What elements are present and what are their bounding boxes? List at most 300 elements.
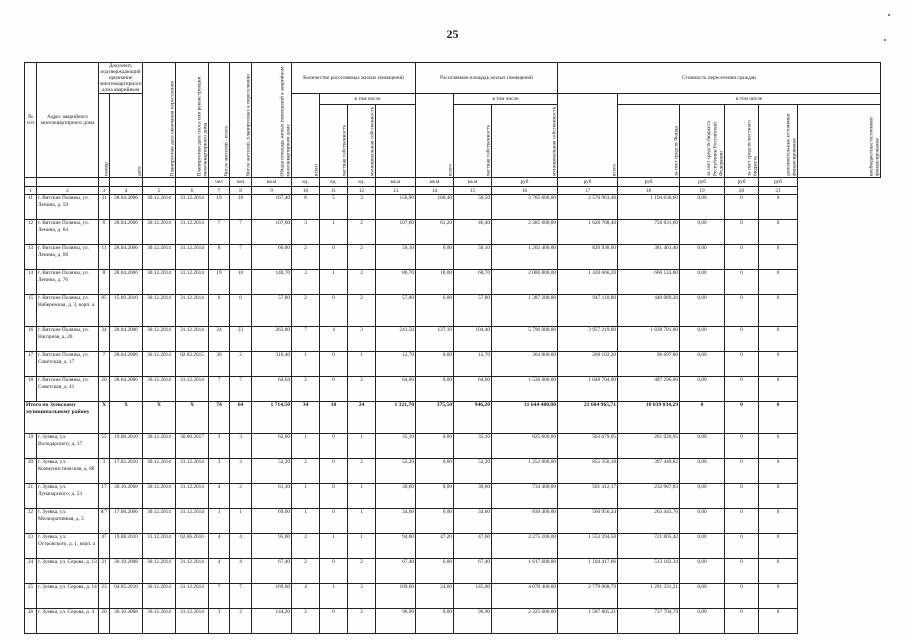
cell-cost: 5 796 000,00 [492,327,558,352]
total-docn: X [99,402,110,434]
cell-cnt: 1 [292,434,320,459]
table-row [25,609,881,634]
cell-e2: 0 [759,377,798,402]
cell-cp: 0 [320,377,348,402]
table-row [25,484,881,509]
cell-docd: 30.10.2008 [110,559,143,584]
cell-demo: 30.06.2017 [176,434,209,459]
cell-demo: 31.12.2014 [176,609,209,634]
cell-area: 169,60 [252,584,292,609]
cell-plan: 30.12.2014 [143,609,176,634]
cell-e1: 0 [725,295,759,327]
cell-e1: 0 [725,434,759,459]
cell-sa: 169,60 [376,584,416,609]
cell-reg: 232 987,83 [618,484,680,509]
cell-e1: 0 [725,584,759,609]
cell-rt: 1 [209,509,230,534]
cell-fund: 1 587 805,21 [558,609,618,634]
column-index-cell: 4 [110,187,143,195]
cell-n: 15 [25,295,37,327]
cell-e2: 0 [759,270,798,295]
cell-fund: 208 102,20 [558,352,618,377]
cell-cm: 3 [348,195,376,220]
cell-loc: 0,00 [680,584,725,609]
cell-docd: 28.04.2006 [110,270,143,295]
cell-docd: 19.08.2010 [110,534,143,559]
total-rp: 64 [230,402,252,434]
cell-fund: 3 957 219,00 [558,327,618,352]
cell-rp: 4 [230,559,252,584]
cell-addr: г. Зуевка, ул. Островского, д. 1, корп. а [37,534,99,559]
cell-docn: 21 [99,559,110,584]
header-document: Документ, подтверждающий признание многоквартирного дома аварийным [100,63,142,94]
column-index-cell: 1 [25,187,37,195]
cell-cm: 2 [348,245,376,270]
cell-e2: 0 [759,295,798,327]
cell-n: 14 [25,270,37,295]
cell-sm: 30,60 [454,484,492,509]
cell-sp: 0,00 [416,559,454,584]
cell-demo: 31.12.2014 [176,459,209,484]
cell-e2: 0 [759,245,798,270]
cell-addr: г. Зуевка, ул. Мелиоративная, д. 5 [37,509,99,534]
cell-e1: 0 [725,327,759,352]
cell-loc: 0,00 [680,270,725,295]
cell-cost: 1 617 600,00 [492,559,558,584]
unit-cell: кв.м [416,178,454,187]
cell-reg: 660 133,80 [618,270,680,295]
cell-fund: 1 104 417,66 [558,559,618,584]
cell-cp: 0 [320,295,348,327]
cell-rt: 19 [209,195,230,220]
cell-cm: 1 [348,434,376,459]
header-count-private: частная собственность [320,105,348,178]
cell-e2: 0 [759,609,798,634]
cell-sp: 0,00 [416,459,454,484]
cell-cp: 4 [320,327,348,352]
cell-e2: 0 [759,509,798,534]
cell-sm: 57,80 [454,295,492,327]
unit-cell: ед. [348,178,376,187]
cell-loc: 0,00 [680,434,725,459]
cell-loc: 0,00 [680,484,725,509]
column-index-cell: 18 [618,187,680,195]
cell-area: 62,60 [252,434,292,459]
cell-e2: 0 [759,195,798,220]
cell-rt: 4 [209,534,230,559]
cell-addr: г. Вятские Поляны, ул. Ленина, д. 68 [37,245,99,270]
cell-sp: 0,00 [416,295,454,327]
column-index-cell: 21 [759,187,798,195]
cell-area: 167,40 [252,195,292,220]
cell-sm: 34,60 [454,509,492,534]
table-row [25,245,881,270]
cell-cm: 2 [348,377,376,402]
cell-sa: 50,10 [376,245,416,270]
cell-sp: 0,00 [416,245,454,270]
column-index-cell: 15 [454,187,492,195]
table-row [25,534,881,559]
table-row [25,220,881,245]
cell-docd: 28.04.2006 [110,352,143,377]
cell-rp: 2 [230,352,252,377]
cell-e1: 0 [725,195,759,220]
cell-sm: 145,00 [454,584,492,609]
cell-plan: 30.12.2014 [143,434,176,459]
cell-cp: 0 [320,352,348,377]
cell-sa: 30,60 [376,484,416,509]
cell-cost: 4 070 400,00 [492,584,558,609]
cell-cp: 0 [320,484,348,509]
cell-docd: 28.04.2006 [110,377,143,402]
resettlement-table [24,62,881,634]
total-loc: 0 [680,402,725,434]
cell-demo: 31.12.2014 [176,509,209,534]
cell-e1: 0 [725,352,759,377]
cell-cp: 5 [320,195,348,220]
cell-rp: 23 [230,327,252,352]
cell-demo: 31.12.2014 [176,295,209,327]
cell-sp: 0,00 [416,609,454,634]
cell-plan: 30.12.2014 [143,327,176,352]
cell-cp: 0 [320,434,348,459]
header-cost: Стоимость переселения граждан [558,63,881,94]
header-cost-regional: за счет средств бюджета Республики Российской Федерации [680,105,725,178]
cell-e1: 0 [725,459,759,484]
cell-cm: 2 [348,559,376,584]
cell-docn: 20 [99,377,110,402]
cell-reg: 756 831,60 [618,220,680,245]
header-doc-number: номер [99,94,110,178]
cell-sm: 46,40 [454,220,492,245]
cell-addr: г. Вятские Поляны, ул. Нагорная, д. 20 [37,327,99,352]
cell-addr: г. Вятские Поляны, ул. Советская, д. 41 [37,377,99,402]
cell-e1: 0 [725,509,759,534]
cell-e2: 0 [759,559,798,584]
cell-sa: 64,00 [376,377,416,402]
cell-loc: 0,00 [680,245,725,270]
units-row [25,178,881,187]
cell-plan: 30.12.2014 [143,220,176,245]
column-index-cell: 17 [558,187,618,195]
cell-rt: 7 [209,377,230,402]
cell-cnt: 2 [292,534,320,559]
cell-n: 16 [25,327,37,352]
cell-cp: 0 [320,245,348,270]
cell-e2: 0 [759,584,798,609]
cell-loc: 0,00 [680,509,725,534]
table-row [25,295,881,327]
cell-e1: 0 [725,377,759,402]
cell-reg: 261 920,95 [618,434,680,459]
cell-rp: 7 [230,245,252,270]
cell-rt: 30 [209,352,230,377]
cell-rp: 4 [230,534,252,559]
unit-cell: руб [759,178,798,187]
cell-cnt: 2 [292,377,320,402]
cell-docd: 28.04.2006 [110,220,143,245]
cell-e1: 0 [725,534,759,559]
cell-addr: г. Вятские Поляны, ул. Советская, д. 17 [37,352,99,377]
cell-demo: 31.12.2014 [176,245,209,270]
table-row [25,509,881,534]
header-count-blank [376,105,416,178]
cell-cm: 2 [348,220,376,245]
cell-sp: 0,00 [416,434,454,459]
total-cost: 31 644 400,00 [492,402,558,434]
unit-cell: руб [680,178,725,187]
cell-addr: г. Зуевка, ул. Серова, д. 4 [37,609,99,634]
cell-sa: 12,70 [376,352,416,377]
table-row [25,459,881,484]
total-rt: 74 [209,402,230,434]
cell-addr: г. Зуевка, ул. Серова, д. 14 [37,584,99,609]
cell-cp: 0 [320,609,348,634]
cell-sa: 35,10 [376,434,416,459]
cell-sm: 12,70 [454,352,492,377]
header-area-municipal: муниципальная собственность [492,105,558,178]
cell-plan: 30.12.2014 [143,352,176,377]
table-row [25,352,881,377]
header-address: Адрес аварийного многоквартирного дома [37,63,99,178]
cell-cost: 2 080 800,00 [492,270,558,295]
cell-docd: 30.10.2008 [110,609,143,634]
cell-docn: 3 [99,459,110,484]
unit-cell: кв.м [454,178,492,187]
total-row [25,402,881,434]
cell-sp: 61,20 [416,220,454,245]
cell-addr: г. Вятские Поляны, ул. Набережная, д. 3, корп. а [37,295,99,327]
cell-e2: 0 [759,327,798,352]
column-index-cell: 14 [416,187,454,195]
total-cp: 10 [320,402,348,434]
cell-n: 20 [25,459,37,484]
cell-reg: 737 794,79 [618,609,680,634]
total-fund: 21 604 965,71 [558,402,618,434]
total-e2: 0 [759,402,798,434]
unit-cell: кв.м [376,178,416,187]
cell-cost: 1 387 200,00 [492,295,558,327]
total-reg: 10 039 034,29 [618,402,680,434]
cell-area: 66,00 [252,245,292,270]
cell-sm: 50,10 [454,245,492,270]
cell-fund: 501 412,17 [558,484,618,509]
cell-rt: 24 [209,327,230,352]
cell-e2: 0 [759,459,798,484]
cell-addr: г. Зуевка, ул. Володарского, д. 37 [37,434,99,459]
cell-loc: 0,00 [680,609,725,634]
cell-demo: 31.12.2014 [176,484,209,509]
cell-rt: 4 [209,559,230,584]
cell-plan: 31.12.2014 [143,534,176,559]
cell-cnt: 4 [292,584,320,609]
cell-n: 12 [25,220,37,245]
cell-sp: 24,60 [416,584,454,609]
cell-sa: 52,20 [376,459,416,484]
cell-reg: 381 461,40 [618,245,680,270]
cell-area: 95,80 [252,534,292,559]
cell-rp: 3 [230,459,252,484]
total-sp: 375,50 [416,402,454,434]
cell-fund: 2 570 963,40 [558,195,618,220]
cell-cost: 2 385 600,00 [492,220,558,245]
table-row [25,584,881,609]
cell-cost: 2 325 600,00 [492,609,558,634]
cell-plan: 30.12.2014 [143,295,176,327]
cell-sm: 104,40 [454,327,492,352]
cell-cnt: 2 [292,459,320,484]
cell-loc: 0,00 [680,377,725,402]
total-cnt: 34 [292,402,320,434]
column-index-cell: 2 [37,187,99,195]
cell-docd: 17.08.2006 [110,509,143,534]
cell-fund: 1 420 666,20 [558,270,618,295]
cell-sp: 18,00 [416,270,454,295]
cell-e1: 0 [725,484,759,509]
cell-loc: 0,00 [680,295,725,327]
cell-rp: 6 [230,295,252,327]
total-sm: 946,20 [454,402,492,434]
cell-fund: 1 048 704,00 [558,377,618,402]
cell-cm: 1 [348,534,376,559]
cell-fund: 1 628 768,40 [558,220,618,245]
total-label: Итого по Зуевскому муниципальному району [25,402,99,434]
cell-sa: 94,80 [376,534,416,559]
cell-docn: 6 [99,220,110,245]
table-row [25,434,881,459]
table-body [25,195,881,634]
cell-sa: 57,80 [376,295,416,327]
cell-addr: г. Зуевка, ул. Луначарского, д. 53 [37,484,99,509]
cell-cm: 3 [348,584,376,609]
total-plan: X [143,402,176,434]
cell-cnt: 1 [292,484,320,509]
cell-cost: 1 252 800,00 [492,459,558,484]
cell-cost: 1 536 000,00 [492,377,558,402]
cell-reg: 1 838 781,00 [618,327,680,352]
cell-rp: 7 [230,377,252,402]
cell-loc: 0,00 [680,220,725,245]
cell-n: 11 [25,195,37,220]
cell-e2: 0 [759,534,798,559]
cell-addr: г. Зуевка, ул. Серова, д. 13 [37,559,99,584]
header-rooms-area: Расселяемая площадь жилых помещений [416,63,558,94]
table-row [25,559,881,584]
cell-reg: 1 194 636,60 [618,195,680,220]
header-cost-fund: за счет средств Фонда [618,105,680,178]
cell-plan: 30.12.2014 [143,195,176,220]
cell-plan: 30.12.2014 [143,584,176,609]
cell-cnt: 2 [292,559,320,584]
cell-area: 57,80 [252,295,292,327]
cell-fund: 2 779 068,79 [558,584,618,609]
header-area-private: частная собственность [454,105,492,178]
cell-area: 144,20 [252,609,292,634]
cell-docd: 28.04.2006 [110,245,143,270]
cell-demo: 02.06.2016 [176,534,209,559]
cell-sa: 67,40 [376,559,416,584]
header-cost-local: за счет средств местного бюджета [725,105,759,178]
cell-sm: 68,70 [454,270,492,295]
cell-cnt: 1 [292,509,320,534]
cell-docd: 17.02.2010 [110,459,143,484]
cell-n: 21 [25,484,37,509]
scan-speck [884,39,886,41]
total-e1: 0 [725,402,759,434]
cell-area: 67,40 [252,559,292,584]
column-index-cell: 16 [492,187,558,195]
cell-plan: 30.12.2014 [143,377,176,402]
table-row [25,377,881,402]
cell-sa: 241,50 [376,327,416,352]
cell-area: 61,30 [252,484,292,509]
cell-cm: 2 [348,459,376,484]
cell-e2: 0 [759,484,798,509]
cell-docn: 55 [99,434,110,459]
column-index-cell: 10 [292,187,320,195]
cell-cnt: 2 [292,609,320,634]
header-area-including: в том числе [454,94,558,105]
cell-n: 24 [25,559,37,584]
column-index-cell: 7 [209,187,230,195]
unit-cell: руб [492,178,558,187]
cell-cnt: 1 [292,352,320,377]
cell-rt: 8 [209,245,230,270]
unit-cell: чел [230,178,252,187]
cell-n: 23 [25,534,37,559]
column-index-cell: 12 [348,187,376,195]
cell-plan: 30.12.2014 [143,484,176,509]
cell-cp: 1 [320,584,348,609]
unit-cell: чел [209,178,230,187]
header-planned-demolition: Планируемая дата сноса или реконструкции многоквартирного дома [176,63,209,178]
cell-sm: 64,00 [454,377,492,402]
cell-cm: 1 [348,352,376,377]
cell-e1: 0 [725,559,759,584]
scan-speck [888,14,890,16]
cell-e2: 0 [759,352,798,377]
cell-sp: 47,20 [416,534,454,559]
cell-rt: 19 [209,270,230,295]
cell-docd: 04.05.2010 [110,584,143,609]
page-number: 25 [446,27,459,41]
cell-sm: 52,20 [454,459,492,484]
cell-addr: г. Зуевка, ул. Коммунистическая, д. 8б [37,459,99,484]
table-row [25,270,881,295]
cell-sp: 137,10 [416,327,454,352]
cell-sa: 34,60 [376,509,416,534]
cell-rt: 3 [209,434,230,459]
cell-docd: 19.08.2010 [110,434,143,459]
header-planned-date: Планируемая дата окончания переселения [143,63,176,178]
cell-cost: 1 202 400,00 [492,245,558,270]
cell-sa: 96,90 [376,609,416,634]
header-count-all: всего [292,94,320,178]
cell-rp: 1 [230,509,252,534]
unit-cell: руб [558,178,618,187]
cell-docn: 47 [99,534,110,559]
header-area-all: всего [416,94,454,178]
cell-rt: 3 [209,459,230,484]
header-residents-planned: Число жителей, планируемых к переселению [230,63,252,178]
cell-cm: 2 [348,270,376,295]
cell-cp: 1 [320,220,348,245]
cell-n: 26 [25,609,37,634]
header-count-including: в том числе [320,94,416,105]
column-index-cell: 20 [725,187,759,195]
cell-cm: 1 [348,484,376,509]
cell-rt: 3 [209,609,230,634]
